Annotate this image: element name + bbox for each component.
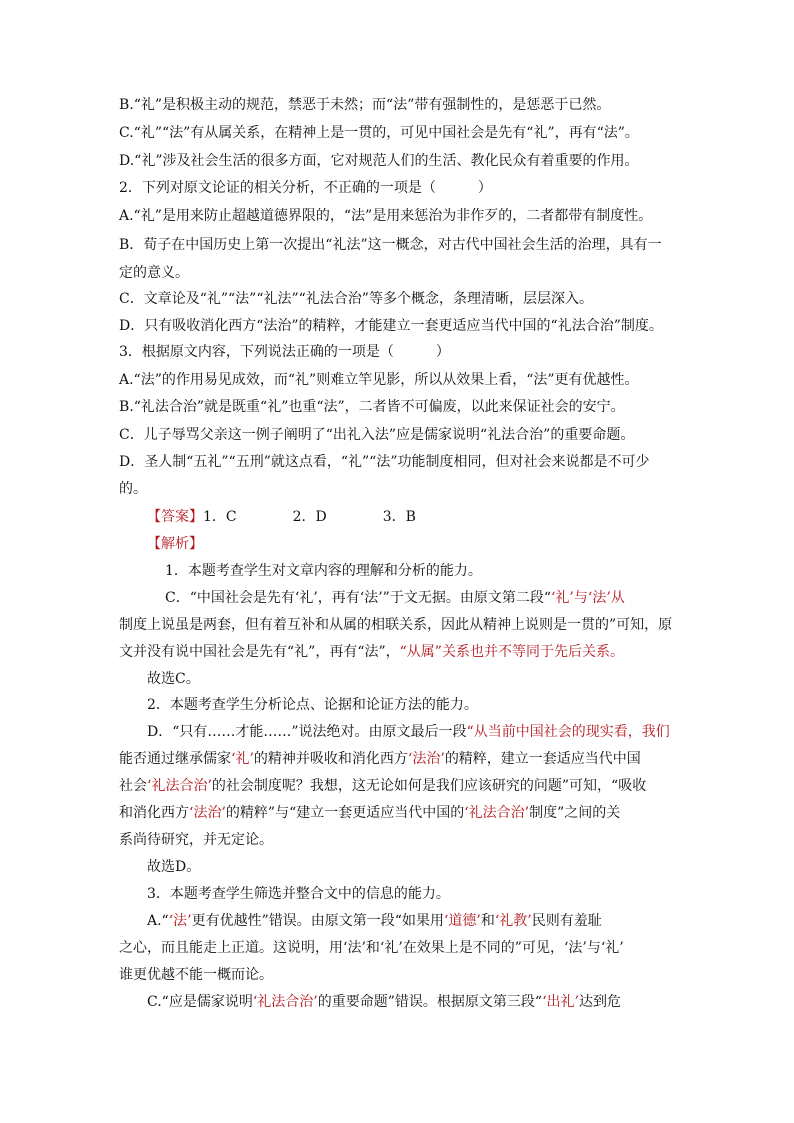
answer-text: 1．C 2．D 3．B	[203, 509, 416, 525]
analysis-3-line4-quote-d: ‘出礼’	[542, 994, 579, 1010]
analysis-3-line1-quote-d: ‘道德’	[443, 913, 481, 929]
analysis-1-line1-quote: ‘礼’与‘法’从	[550, 590, 625, 606]
q3-stem: 3．根据原文内容，下列说法正确的一项是（ ）	[119, 344, 450, 360]
analysis-3-line1-quote-f: ‘礼教’	[494, 913, 532, 929]
analysis-3-head: 3．本题考查学生筛选并整合文中的信息的能力。	[147, 886, 450, 902]
analysis-2-line1	[147, 723, 670, 741]
analysis-2-line3-text-c: 的社会制度呢？我想，这无论如何是我们应该研究的问题”可知，“吸收	[211, 778, 647, 794]
analysis-2-line4-text-a: 和消化西方	[119, 805, 189, 821]
analysis-1-line1-text: C．“中国社会是先有‘礼’，再有‘法’”于文无据。由原文第二段“	[165, 590, 551, 606]
analysis-1-line3	[119, 643, 624, 661]
analysis-3-line1	[147, 912, 602, 930]
analysis-2-line2-text-c: 的精神并吸收和消化西方	[253, 751, 408, 767]
q3-option-d-line1: D．圣人制“五礼”“五刑”就这点看，“礼”“法”功能制度相同，但对社会来说都是不可少	[119, 454, 650, 470]
q1-option-b: B.“礼”是积极主动的规范，禁恶于未然；而“法”带有强制性的，是惩恶于已然。	[119, 97, 611, 113]
analysis-2-line3-text-a: 社会	[119, 778, 147, 794]
analysis-3-line4-text-e: 达到危	[578, 994, 621, 1010]
analysis-1-head: 1．本题考查学生对文章内容的理解和分析的能力。	[165, 563, 482, 579]
analysis-1-line3-text: 文并没有说中国社会是先有“礼”，再有“法”，	[119, 644, 400, 660]
analysis-label: 【解析】	[147, 536, 203, 552]
analysis-2-line1-quote: “从当前中国社会的现实看，我们	[466, 724, 670, 740]
analysis-2-line4-text-c: 的精粹”与“建立一套更适应当代中国的	[225, 805, 465, 821]
q2-option-c: C．文章论及“礼”“法”“礼法”“礼法合治”等多个概念，条理清晰，层层深入。	[119, 291, 593, 307]
q3-option-b: B.“礼法合治”就是既重“礼”也重“法”，二者皆不可偏废，以此来保证社会的安宁。	[119, 399, 625, 415]
analysis-2-line2	[119, 750, 641, 768]
analysis-2-line2-text-e: 的精粹，建立一套适应当代中国	[444, 751, 641, 767]
analysis-3-line2: 之心，而且能走上正道。这说明，用‘法’和‘礼’在效果上是不同的”可见，‘法’与‘礼’	[119, 940, 624, 956]
q2-option-b-line2: 定的意义。	[119, 265, 189, 281]
analysis-1-conclusion: 故选C。	[147, 671, 200, 687]
q1-option-c: C.“礼”“法”有从属关系，在精神上是一贯的，可见中国社会是先有“礼”，再有“法”。	[119, 125, 639, 141]
analysis-3-line4-quote-b: ‘礼法合治’	[252, 994, 318, 1010]
q3-option-c: C．儿子辱骂父亲这一例子阐明了“出礼入法”应是儒家说明“礼法合治”的重要命题。	[119, 427, 635, 443]
analysis-3-line1-text-a: A.“	[147, 913, 169, 929]
analysis-3-line1-text-c: 更有优越性”错误。由原文第一段“如果用	[191, 913, 444, 929]
q2-option-d: D．只有吸收消化西方“法治”的精粹，才能建立一套更适应当代中国的“礼法合治”制度。	[119, 318, 663, 334]
analysis-2-line4-quote-d: ‘礼法合治’	[464, 805, 530, 821]
analysis-2-line2-text-a: 能否通过继承儒家	[119, 751, 231, 767]
analysis-3-line4-text-a: C.“应是儒家说明	[147, 994, 253, 1010]
analysis-2-line2-quote-b: ‘礼’	[231, 751, 254, 767]
answer-line	[147, 508, 416, 526]
analysis-2-line3-quote-b: ‘礼法合治’	[147, 778, 212, 794]
q2-option-a: A.“礼”是用来防止超越道德界限的，“法”是用来惩治为非作歹的，二者都带有制度性。	[119, 208, 653, 224]
analysis-2-line1-text: D．“只有……才能……”说法绝对。由原文最后一段	[147, 724, 467, 740]
analysis-3-line1-quote-b: ‘法’	[168, 913, 192, 929]
analysis-3-line4	[147, 993, 621, 1011]
q2-option-b-line1: B．荀子在中国历史上第一次提出“礼法”这一概念，对古代中国社会生活的治理，具有一	[119, 237, 662, 253]
analysis-2-line2-quote-d: ‘法治’	[407, 751, 445, 767]
analysis-1-line2: 制度上说虽是两套，但有着互补和从属的相联关系，因此从精神上说则是一贯的”可知，原	[119, 617, 673, 633]
analysis-2-line4	[119, 804, 620, 822]
analysis-3-line1-text-e: 和	[480, 913, 495, 929]
answer-label: 【答案】	[147, 509, 203, 525]
analysis-2-line5: 系尚待研究，并无定论。	[119, 832, 273, 848]
q3-option-a: A.“法”的作用易见成效，而“礼”则难立竿见影，所以从效果上看，“法”更有优越性。	[119, 372, 639, 388]
q1-option-d: D.“礼”涉及社会生活的很多方面，它对规范人们的生活、教化民众有着重要的作用。	[119, 153, 639, 169]
analysis-1-line3-highlight: “从属”关系也并不等同于先后关系。	[399, 644, 624, 660]
analysis-2-line3	[119, 777, 646, 795]
analysis-2-conclusion: 故选D。	[147, 859, 201, 875]
analysis-2-line4-quote-b: ‘法治’	[189, 805, 226, 821]
analysis-3-line1-text-g: 民则有羞耻	[531, 913, 602, 929]
analysis-2-line4-text-e: 制度”之间的关	[529, 805, 621, 821]
analysis-3-line3: 谁更优越不能一概而论。	[119, 967, 273, 983]
q2-stem: 2．下列对原文论证的相关分析，不正确的一项是（ ）	[119, 180, 492, 196]
analysis-1-line1	[165, 589, 625, 607]
q3-option-d-line2: 的。	[119, 481, 147, 497]
analysis-2-head: 2．本题考查学生分析论点、论据和论证方法的能力。	[147, 697, 478, 713]
analysis-3-line4-text-c: 的重要命题”错误。根据原文第三段“	[317, 994, 543, 1010]
